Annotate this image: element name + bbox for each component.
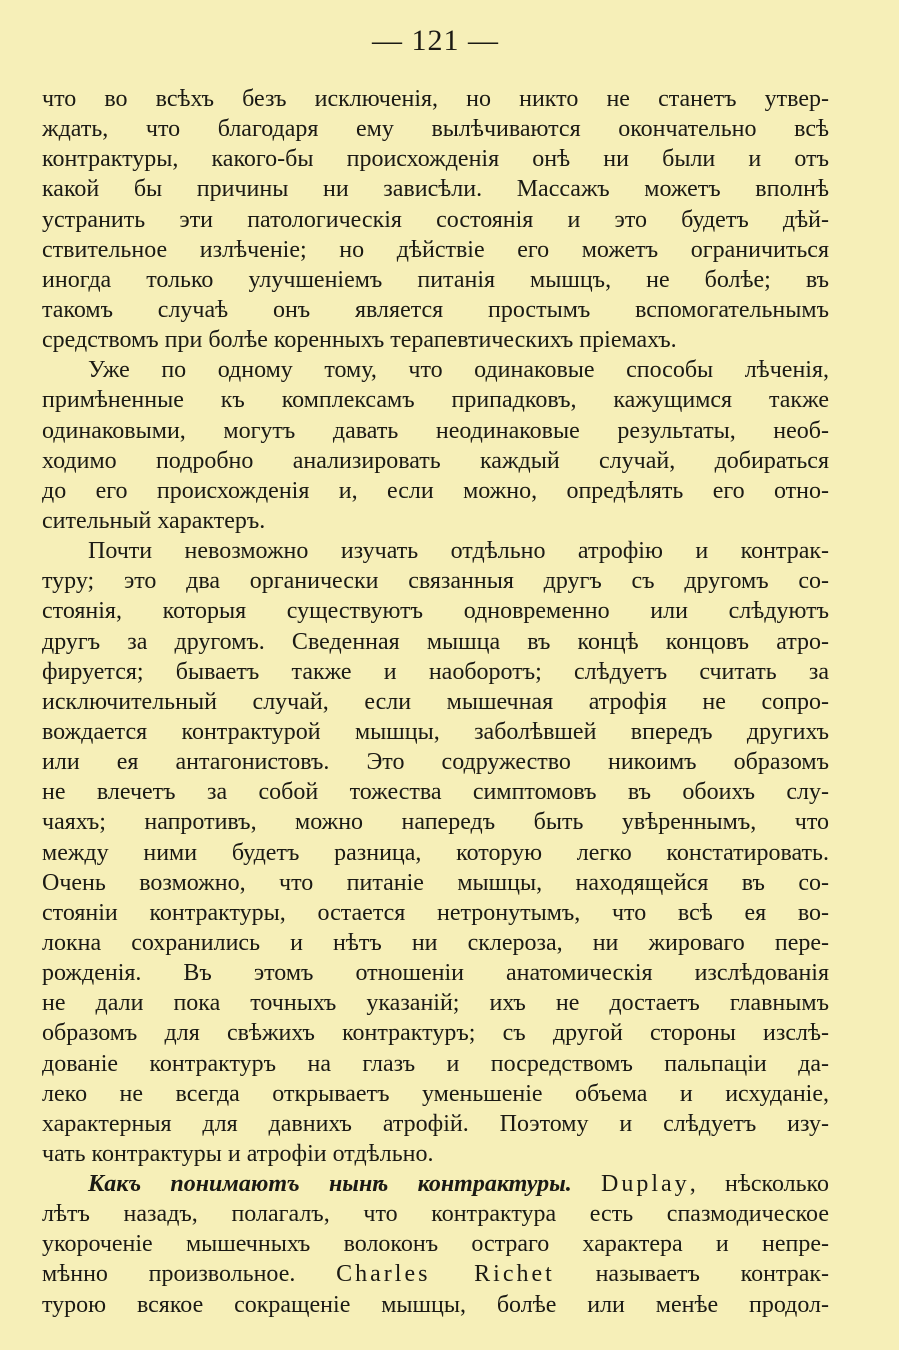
author-name: Duplay <box>601 1171 690 1198</box>
paragraph-4 <box>42 1169 829 1320</box>
text-line: турою всякое сокращеніе мышцы, болѣе или менѣе продол- <box>42 1291 829 1318</box>
text-line: укороченіе мышечныхъ волоконъ остраго характера и непре- <box>42 1231 829 1258</box>
text-line: не влечетъ за собой тожества симптомовъ въ обоихъ слу- <box>42 779 829 806</box>
text-line: стоянія, которыя существуютъ одновременно или слѣдуютъ <box>42 598 829 625</box>
text-line: дованіе контрактуръ на глазъ и посредствомъ пальпаціи да- <box>42 1050 829 1077</box>
text-line: фируется; бываетъ также и наоборотъ; слѣдуетъ считать за <box>42 658 829 685</box>
text-line: рожденія. Въ этомъ отношеніи анатомическія изслѣдованія <box>42 960 829 987</box>
text-fragment: мѣнно произвольное. <box>42 1261 296 1288</box>
text-line: или ея антагонистовъ. Это содружество никоимъ образомъ <box>42 749 829 776</box>
text-line: ждать, что благодаря ему вылѣчиваются окончательно всѣ <box>42 116 829 143</box>
text-line: Почти невозможно изучать отдѣльно атрофію и контрак- <box>88 538 829 565</box>
page-number: — 121 — <box>372 24 499 57</box>
text-line: такомъ случаѣ онъ является простымъ вспомогательнымъ <box>42 296 829 323</box>
text-line: другъ за другомъ. Сведенная мышца въ концѣ концовъ атро- <box>42 628 829 655</box>
section-heading: Какъ понимаютъ нынѣ контрактуры. <box>88 1171 572 1198</box>
text-line: лѣтъ назадъ, полагалъ, что контрактура есть спазмодическое <box>42 1201 829 1228</box>
text-line: характерныя для давнихъ атрофій. Поэтому и слѣдуетъ изу- <box>42 1110 829 1137</box>
text-line: контрактуры, какого-бы происхожденія онѣ ни были и отъ <box>42 146 829 173</box>
text-line: Уже по одному тому, что одинаковые способы лѣченія, <box>88 357 829 384</box>
text-fragment: называетъ контрак- <box>595 1261 829 1288</box>
text-line: образомъ для свѣжихъ контрактуръ; съ другой стороны изслѣ- <box>42 1020 829 1047</box>
text-line: устранить эти патологическія состоянія и это будетъ дѣй- <box>42 206 829 233</box>
text-line <box>42 1259 829 1289</box>
text-line: ствительное излѣченіе; но дѣйствіе его можетъ ограничиться <box>42 236 829 263</box>
text-line: Очень возможно, что питаніе мышцы, находящейся въ со- <box>42 869 829 896</box>
text-line: чать контрактуры и атрофіи отдѣльно. <box>42 1140 434 1167</box>
text-line: ходимо подробно анализировать каждый случай, добираться <box>42 447 829 474</box>
text-line: иногда только улучшеніемъ питанія мышцъ, не болѣе; въ <box>42 266 829 293</box>
text-line: какой бы причины ни зависѣли. Массажъ можетъ вполнѣ <box>42 176 829 203</box>
paragraph-1 <box>42 84 829 355</box>
text-line: сительный характеръ. <box>42 507 266 534</box>
text-line: что во всѣхъ безъ исключенія, но никто не станетъ утвер- <box>42 86 829 112</box>
text-line: одинаковыми, могутъ давать неодинаковые результаты, необ- <box>42 417 829 444</box>
text-line: примѣненные къ комплексамъ припадковъ, кажущимся также <box>42 387 829 414</box>
text-line: вождается контрактурой мышцы, заболѣвшей впередъ другихъ <box>42 718 829 745</box>
text-line: между ними будетъ разница, которую легко констатировать. <box>42 839 829 866</box>
author-name: Charles Richet <box>336 1261 555 1288</box>
text-line <box>42 1169 829 1199</box>
text-line: стояніи контрактуры, остается нетронутымъ, что всѣ ея во- <box>42 899 829 926</box>
text-line: исключительный случай, если мышечная атрофія не сопро- <box>42 688 829 715</box>
text-line: до его происхожденія и, если можно, опредѣлять его отно- <box>42 477 829 504</box>
text-line: леко не всегда открываетъ уменьшеніе объема и исхуданіе, <box>42 1080 829 1107</box>
paragraph-2 <box>42 355 829 536</box>
text-line: не дали пока точныхъ указаній; ихъ не достаетъ главнымъ <box>42 990 829 1017</box>
text-line: туру; это два органически связанныя другъ съ другомъ со- <box>42 568 829 595</box>
text-line: чаяхъ; напротивъ, можно напередъ быть увѣреннымъ, что <box>42 809 829 836</box>
text-line: средствомъ при болѣе коренныхъ терапевтическихъ пріемахъ. <box>42 327 677 354</box>
text-fragment: , нѣсколько <box>689 1171 829 1198</box>
text-line: локна сохранились и нѣтъ ни склероза, ни жироваго пере- <box>42 929 829 956</box>
paragraph-3 <box>42 536 829 1169</box>
